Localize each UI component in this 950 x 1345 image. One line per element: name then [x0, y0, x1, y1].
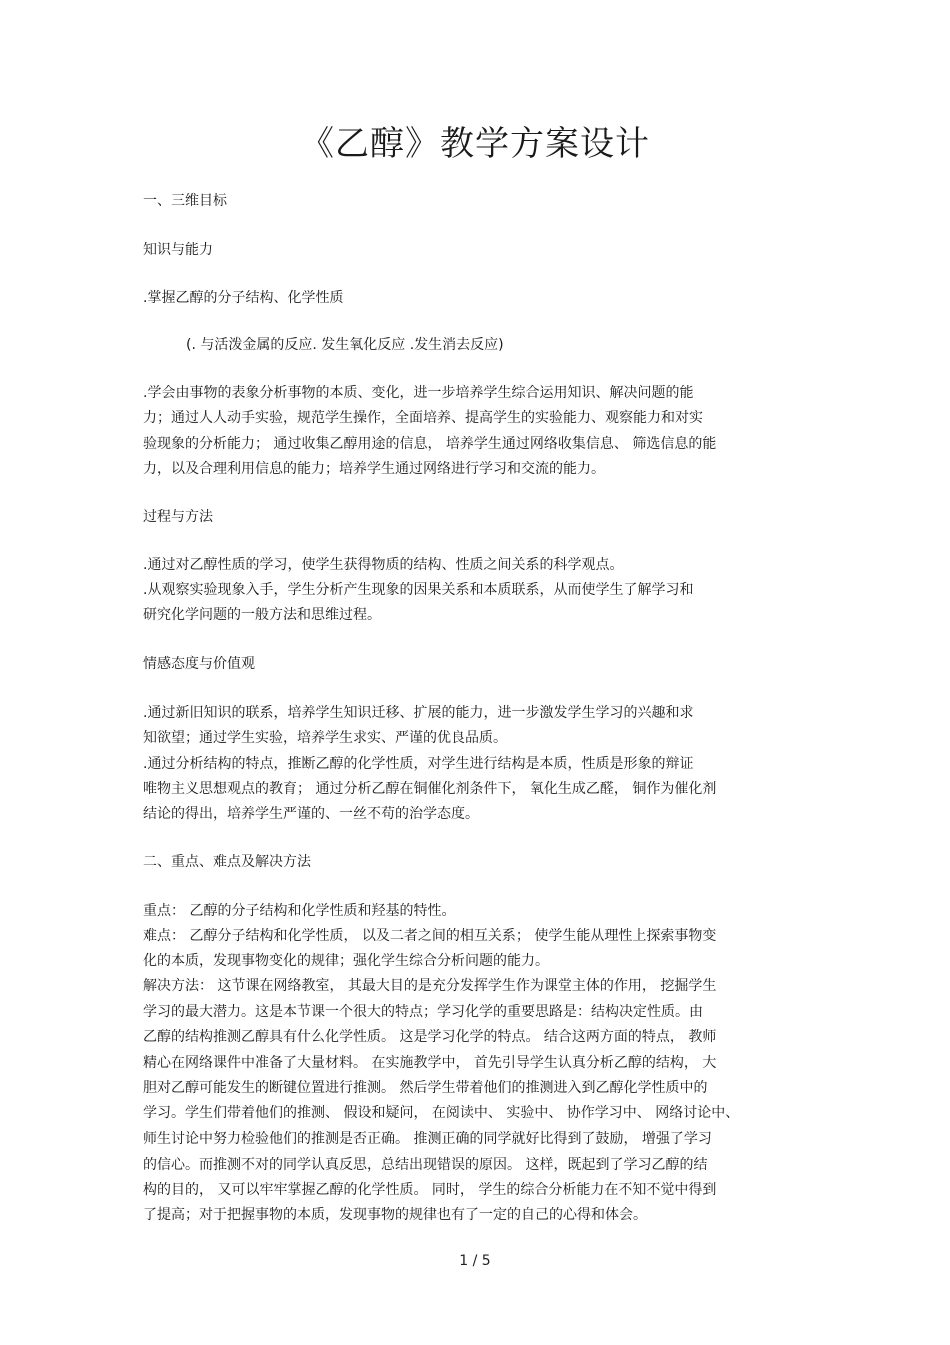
paragraph-line: 学习的最大潜力。这是本节课一个很大的特点；学习化学的重要思路是：结构决定性质。由	[143, 1004, 703, 1020]
paragraph-line: 师生讨论中努力检验他们的推测是否正确。 推测正确的同学就好比得到了鼓励， 增强了学习	[143, 1131, 712, 1147]
paragraph-line: 解决方法： 这节课在网络教室， 其最大目的是充分发挥学生作为课堂主体的作用， 挖掘学生	[143, 978, 717, 994]
paragraph-line: 的信心。而推测不对的同学认真反思，总结出现错误的原因。 这样，既起到了学习乙醇的结	[143, 1157, 708, 1173]
paragraph-line: 力，以及合理利用信息的能力；培养学生通过网络进行学习和交流的能力。	[143, 461, 605, 477]
paragraph-line: .学会由事物的表象分析事物的本质、变化，进一步培养学生综合运用知识、解决问题的能	[143, 385, 694, 401]
paragraph-line: .通过对乙醇性质的学习，使学生获得物质的结构、性质之间关系的科学观点。	[143, 557, 624, 573]
paragraph-line: 重点： 乙醇的分子结构和化学性质和羟基的特性。	[143, 903, 456, 919]
paragraph-line: .通过新旧知识的联系，培养学生知识迁移、扩展的能力，进一步激发学生学习的兴趣和求	[143, 705, 694, 721]
paragraph-line: 学习。学生们带着他们的推测、 假设和疑问， 在阅读中、 实验中、 协作学习中、 网络讨论中、	[143, 1105, 740, 1121]
paragraph-line: 验现象的分析能力； 通过收集乙醇用途的信息， 培养学生通过网络收集信息、 筛选信息的能	[143, 436, 717, 452]
paragraph-line: 化的本质，发现事物变化的规律；强化学生综合分析问题的能力。	[143, 953, 549, 969]
subsection-heading: 情感态度与价值观	[143, 656, 255, 672]
page-number: 1 / 5	[459, 1253, 491, 1269]
section-heading: 一、三维目标	[143, 193, 227, 209]
paragraph-line: 研究化学问题的一般方法和思维过程。	[143, 607, 381, 623]
section-heading: 二、重点、难点及解决方法	[143, 854, 311, 870]
paragraph-line: 知欲望；通过学生实验，培养学生求实、严谨的优良品质。	[143, 730, 507, 746]
paragraph-line: 难点： 乙醇分子结构和化学性质， 以及二者之间的相互关系； 使学生能从理性上探索事物变	[143, 928, 717, 944]
paragraph-line: 力；通过人人动手实验，规范学生操作，全面培养、提高学生的实验能力、观察能力和对实	[143, 410, 703, 426]
document-title: 《乙醇》教学方案设计	[300, 124, 650, 164]
paragraph-line: 精心在网络课件中准备了大量材料。 在实施教学中， 首先引导学生认真分析乙醇的结构， 大	[143, 1055, 717, 1071]
paragraph-line: (. 与活泼金属的反应. 发生氧化反应 .发生消去反应)	[186, 337, 504, 353]
paragraph-line: .从观察实验现象入手，学生分析产生现象的因果关系和本质联系，从而使学生了解学习和	[143, 582, 694, 598]
paragraph-line: .通过分析结构的特点，推断乙醇的化学性质，对学生进行结构是本质，性质是形象的辩证	[143, 756, 694, 772]
paragraph-line: 胆对乙醇可能发生的断键位置进行推测。 然后学生带着他们的推测进入到乙醇化学性质中的	[143, 1080, 708, 1096]
paragraph-line: 结论的得出，培养学生严谨的、一丝不苟的治学态度。	[143, 806, 479, 822]
subsection-heading: 过程与方法	[143, 509, 213, 525]
paragraph-line: .掌握乙醇的分子结构、化学性质	[143, 290, 344, 306]
subsection-heading: 知识与能力	[143, 242, 213, 258]
paragraph-line: 了提高；对于把握事物的本质，发现事物的规律也有了一定的自己的心得和体会。	[143, 1207, 647, 1223]
paragraph-line: 唯物主义思想观点的教育； 通过分析乙醇在铜催化剂条件下， 氧化生成乙醛， 铜作为催化剂	[143, 781, 717, 797]
paragraph-line: 乙醇的结构推测乙醇具有什么化学性质。 这是学习化学的特点。 结合这两方面的特点， 教师	[143, 1029, 717, 1045]
paragraph-line: 构的目的， 又可以牢牢掌握乙醇的化学性质。 同时， 学生的综合分析能力在不知不觉中得到	[143, 1182, 717, 1198]
